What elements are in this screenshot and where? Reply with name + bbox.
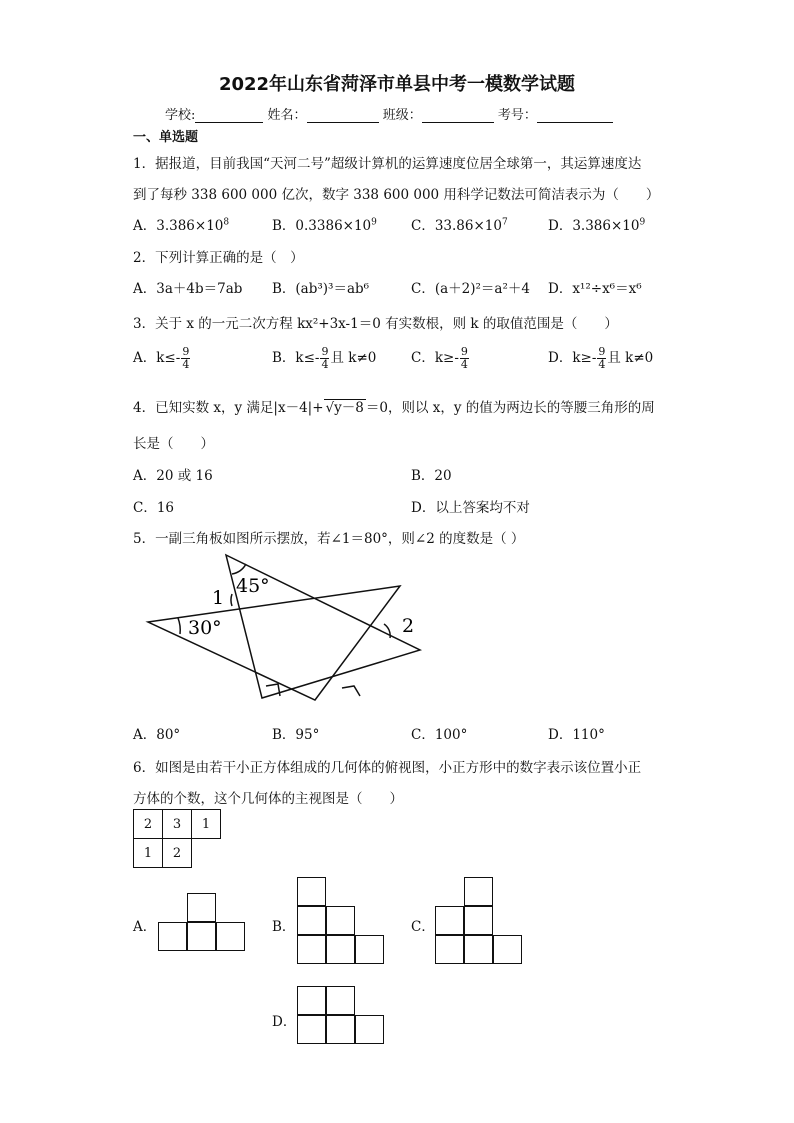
q4-line2: 长是（ ）	[133, 436, 214, 452]
q1-line1: 1．据报道，目前我国“天河二号”超级计算机的运算速度位居全球第一，其运算速度达	[133, 156, 642, 172]
q3-option-a[interactable]: A．k≤- $\frac{9}{4}$	[133, 345, 190, 371]
name-label: 姓名：	[267, 108, 307, 123]
q2-option-c[interactable]: C．(a＋2)²＝a²＋4	[411, 281, 530, 297]
grid-cell: 3	[163, 810, 192, 839]
q2-stem: 2．下列计算正确的是（ ）	[133, 250, 304, 266]
q3-option-c[interactable]: C．k≥- $\frac{9}{4}$	[411, 345, 468, 371]
q3-stem: 3．关于 x 的一元二次方程 kx²+3x-1＝0 有实数根，则 k 的取值范围是（ ）	[133, 316, 618, 332]
grid-cell: 2	[163, 839, 192, 868]
q4-option-c[interactable]: C．16	[133, 500, 175, 516]
q5-option-a[interactable]: A．80°	[133, 727, 181, 743]
q5-stem: 5．一副三角板如图所示摆放，若∠1＝80°，则∠2 的度数是（ ）	[133, 531, 525, 547]
q6-option-d-label[interactable]: D．	[272, 1014, 297, 1030]
angle-45-label: 45°	[236, 575, 270, 597]
q4-option-d[interactable]: D．以上答案均不对	[411, 500, 530, 516]
grid-cell: 1	[134, 839, 163, 868]
q5-option-b[interactable]: B．95°	[272, 727, 320, 743]
triangle-set-figure	[140, 550, 430, 710]
student-info-line	[165, 104, 613, 123]
angle-2-arc	[384, 624, 390, 638]
grid-cell: 1	[192, 810, 221, 839]
sqrt-expression: √y－8	[325, 400, 364, 416]
q4-option-b[interactable]: B．20	[411, 468, 452, 484]
q6-line2: 方体的个数，这个几何体的主视图是（ ）	[133, 791, 403, 807]
grid-cell: 2	[134, 810, 163, 839]
q5-option-c[interactable]: C．100°	[411, 727, 468, 743]
triangle-30-60	[148, 586, 400, 700]
q4-option-a[interactable]: A．20 或 16	[133, 468, 213, 484]
right-angle-mark-2	[342, 686, 360, 696]
number-label: 考号：	[497, 108, 537, 123]
class-label: 班级：	[382, 108, 422, 123]
q3-option-d[interactable]: D．k≥- $\frac{9}{4}$ 且 k≠0	[548, 345, 654, 371]
name-blank[interactable]	[307, 108, 379, 123]
q6-option-a-label[interactable]: A．	[133, 919, 157, 935]
q1-option-b[interactable]: B．$0.3386\times 10^9$	[272, 217, 377, 234]
q2-option-b[interactable]: B．(ab³)³＝ab⁶	[272, 281, 370, 297]
angle-1-arc	[231, 594, 232, 606]
grid-cell-empty	[192, 839, 221, 868]
school-blank[interactable]	[195, 108, 263, 123]
page-title: 2022年山东省菏泽市单县中考一模数学试题	[218, 74, 576, 95]
number-blank[interactable]	[537, 108, 613, 123]
top-view-grid	[133, 809, 221, 868]
q6-option-b-label[interactable]: B．	[272, 919, 296, 935]
q1-option-c[interactable]: C．$33.86\times 10^7$	[411, 217, 508, 234]
section-heading: 一、单选题	[133, 130, 199, 145]
q1-option-a[interactable]: A．$3.386\times 10^8$	[133, 217, 230, 234]
q6-option-c-label[interactable]: C．	[411, 919, 435, 935]
q4-line1: 4．已知实数 x，y 满足|x－4|+ √y－8 ＝0，则以 x，y 的值为两边长的等腰三角形的周	[133, 400, 655, 416]
angle-1-label: 1	[212, 587, 225, 609]
angle-30-label: 30°	[188, 617, 222, 639]
angle-2-label: 2	[402, 615, 415, 637]
q1-option-d[interactable]: D．$3.386\times 10^9$	[548, 217, 646, 234]
angle-30-arc	[178, 618, 180, 634]
q2-option-d[interactable]: D．x¹²÷x⁶＝x⁶	[548, 281, 642, 297]
angle-45-arc	[232, 564, 246, 574]
q2-option-a[interactable]: A．3a＋4b＝7ab	[133, 281, 243, 297]
q5-option-d[interactable]: D．110°	[548, 727, 605, 743]
q6-line1: 6．如图是由若干小正方体组成的几何体的俯视图，小正方形中的数字表示该位置小正	[133, 760, 642, 776]
q1-line2: 到了每秒 338 600 000 亿次，数字 338 600 000 用科学记数法可简洁表示为（ ）	[133, 187, 660, 203]
q3-option-b[interactable]: B．k≤- $\frac{9}{4}$ 且 k≠0	[272, 345, 377, 371]
school-label: 学校:	[165, 108, 196, 123]
class-blank[interactable]	[422, 108, 494, 123]
